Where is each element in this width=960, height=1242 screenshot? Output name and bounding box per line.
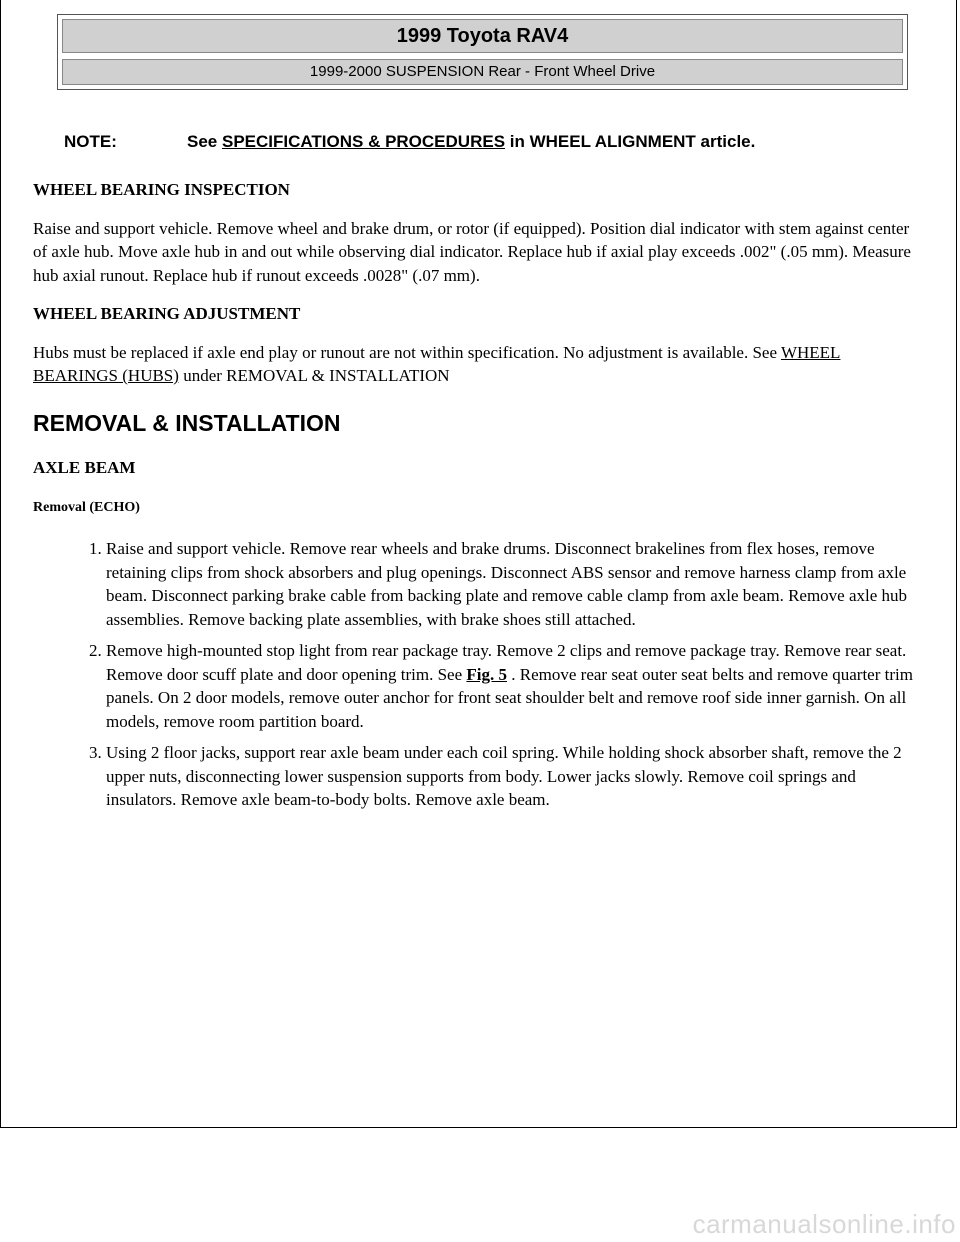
page-header [57, 14, 908, 90]
wheel-bearings-link[interactable]: WHEEL BEARINGS (HUBS) [33, 342, 841, 385]
document-subtitle: 1999-2000 SUSPENSION Rear - Front Wheel Drive [62, 59, 903, 85]
adjustment-text-pre: Hubs must be replaced if axle end play or runout are not within specification. No adjustment is available. See [33, 342, 781, 362]
specifications-link[interactable]: SPECIFICATIONS & PROCEDURES [221, 132, 506, 151]
removal-echo-subheading: Removal (ECHO) [33, 499, 140, 515]
axle-beam-heading: AXLE BEAM [33, 458, 136, 477]
note-text-post: in WHEEL ALIGNMENT article. [505, 132, 756, 151]
note-label: NOTE: [64, 132, 117, 151]
adjustment-text-post: under REMOVAL & INSTALLATION [178, 366, 450, 385]
list-item: 3. Using 2 floor jacks, support rear axle beam under each coil spring. While holding shock absorber shaft, remove the 2 upper nuts, disconnecting lower suspension supports from body. Lower jacks slowly. Remove coil springs and insulators. Remove axle beam-to-body bolts. Remove axle beam. [106, 741, 913, 812]
note-box [64, 132, 924, 152]
step-text-post: . Remove rear seat outer seat belts and remove quarter trim panels. On 2 door models, remove outer anchor for front seat shoulder belt and remove roof side inner garnish. On all models, remove room partition board. [106, 664, 913, 731]
removal-installation-heading: REMOVAL & INSTALLATION [33, 409, 341, 436]
document-title: 1999 Toyota RAV4 [62, 19, 903, 53]
adjustment-text [33, 341, 913, 388]
removal-steps-list [33, 537, 913, 812]
inspection-text: Raise and support vehicle. Remove wheel and brake drum, or rotor (if equipped). Position dial indicator with stem against center of axle hub. Move axle hub in and out while observing dial indicator. Replace hub if axial play exceeds .002" (.05 mm). Measure hub axial runout. Replace hub if runout exceeds .0028" (.07 mm). [33, 218, 911, 285]
note-text-pre: See [187, 132, 222, 151]
step-text-pre: Remove high-mounted stop light from rear package tray. Remove 2 clips and remove package tray. Remove rear seat. Remove door scuff plate and door opening trim. See [106, 641, 907, 684]
adjustment-heading: WHEEL BEARING ADJUSTMENT [33, 304, 301, 323]
watermark: carmanualsonline.info [692, 1209, 956, 1239]
inspection-heading: WHEEL BEARING INSPECTION [33, 180, 290, 199]
main-content [33, 178, 913, 820]
list-item: 1. Raise and support vehicle. Remove rear wheels and brake drums. Disconnect brakelines from flex hoses, remove retaining clips from shock absorbers and plug openings. Disconnect ABS sensor and remove harness clamp from axle beam. Disconnect parking brake cable from backing plate and remove cable clamp from axle beam. Remove axle hub assemblies. Remove backing plate assemblies, with brake shoes still attached. [106, 537, 913, 631]
fig-5-link[interactable]: Fig. 5 [466, 664, 507, 684]
list-item [106, 639, 913, 733]
